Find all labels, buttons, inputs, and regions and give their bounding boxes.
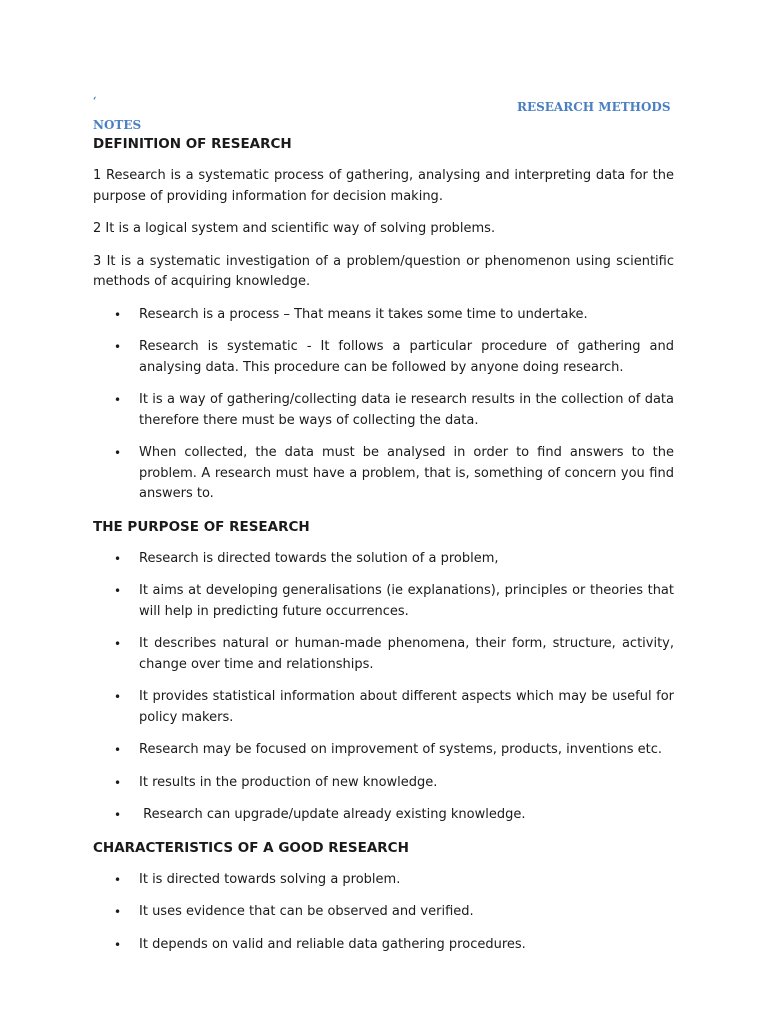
bullet-text: Research is systematic - It follows a particular procedure of gathering and analysing data. This procedure can be followed by anyone doing research. xyxy=(139,339,674,375)
bullet-text: It results in the production of new knowledge. xyxy=(139,774,438,790)
bullet-icon: • xyxy=(114,307,122,322)
bullet-icon: • xyxy=(114,637,122,651)
bullet-text: It is directed towards solving a problem. xyxy=(139,871,401,887)
bullet-item xyxy=(93,337,674,378)
bullet-icon: • xyxy=(114,937,122,952)
bullet-text: Research is directed towards the solution of a problem, xyxy=(139,550,499,566)
bullet-icon: • xyxy=(114,872,122,887)
bullet-item xyxy=(93,687,674,728)
bullet-icon: • xyxy=(114,690,122,704)
bullet-text: It depends on valid and reliable data gathering procedures. xyxy=(139,936,526,952)
bullet-item xyxy=(93,581,674,622)
bullet-text: It aims at developing generalisations (ie explanations), principles or theories that will help in predicting future occurrences. xyxy=(139,583,674,619)
purpose-bullet-list xyxy=(93,549,674,826)
bullet-item xyxy=(93,443,674,505)
document-body xyxy=(93,134,674,955)
bullet-icon: • xyxy=(114,808,122,822)
bullet-item xyxy=(93,549,674,570)
bullet-text: It provides statistical information about different aspects which may be useful for policy makers. xyxy=(139,689,674,725)
bullet-text: Research is a process – That means it takes some time to undertake. xyxy=(139,306,588,322)
bullet-item xyxy=(93,935,674,956)
bullet-icon: • xyxy=(114,743,122,757)
bullet-item xyxy=(93,740,674,761)
bullet-text: Research may be focused on improvement of systems, products, inventions etc. xyxy=(139,742,663,757)
section-heading-definition: DEFINITION OF RESEARCH xyxy=(93,136,292,152)
bullet-item xyxy=(93,634,674,675)
characteristics-bullet-list xyxy=(93,870,674,956)
bullet-item xyxy=(93,773,674,794)
bullet-icon: • xyxy=(114,584,122,598)
bullet-icon: • xyxy=(114,905,122,919)
bullet-icon: • xyxy=(114,340,122,354)
header-notes-label: NOTES xyxy=(93,118,142,132)
bullet-text: It uses evidence that can be observed and verified. xyxy=(139,904,474,919)
section-heading-purpose: THE PURPOSE OF RESEARCH xyxy=(93,518,310,535)
definition-paragraph: 2 It is a logical system and scientific way of solving problems. xyxy=(93,221,496,236)
section-heading-characteristics: CHARACTERISTICS OF A GOOD RESEARCH xyxy=(93,839,409,856)
header-title: RESEARCH METHODS xyxy=(517,100,671,114)
bullet-text: Research can upgrade/update already existing knowledge. xyxy=(139,807,526,822)
definition-paragraph: 1 Research is a systematic process of gathering, analysing and interpreting data for the purpose of providing information for decision making. xyxy=(93,168,674,204)
bullet-text: It describes natural or human-made phenomena, their form, structure, activity, change over time and relationships. xyxy=(139,636,674,672)
bullet-icon: • xyxy=(114,775,122,790)
definition-bullet-list xyxy=(93,305,674,505)
bullet-item xyxy=(93,805,674,826)
bullet-item xyxy=(93,390,674,431)
bullet-item xyxy=(93,902,674,923)
bullet-item xyxy=(93,305,674,326)
bullet-text: It is a way of gathering/collecting data ie research results in the collection of data therefore there must be ways of collecting the data. xyxy=(139,392,674,428)
bullet-text: When collected, the data must be analysed in order to find answers to the problem. A research must have a problem, that is, something of concern you find answers to. xyxy=(139,445,674,501)
header-mark: ‘ xyxy=(93,96,97,107)
bullet-icon: • xyxy=(114,393,122,407)
definition-paragraph: 3 It is a systematic investigation of a problem/question or phenomenon using scientific methods of acquiring knowledge. xyxy=(93,253,674,289)
bullet-icon: • xyxy=(114,446,122,460)
bullet-item xyxy=(93,870,674,891)
bullet-icon: • xyxy=(114,551,122,566)
